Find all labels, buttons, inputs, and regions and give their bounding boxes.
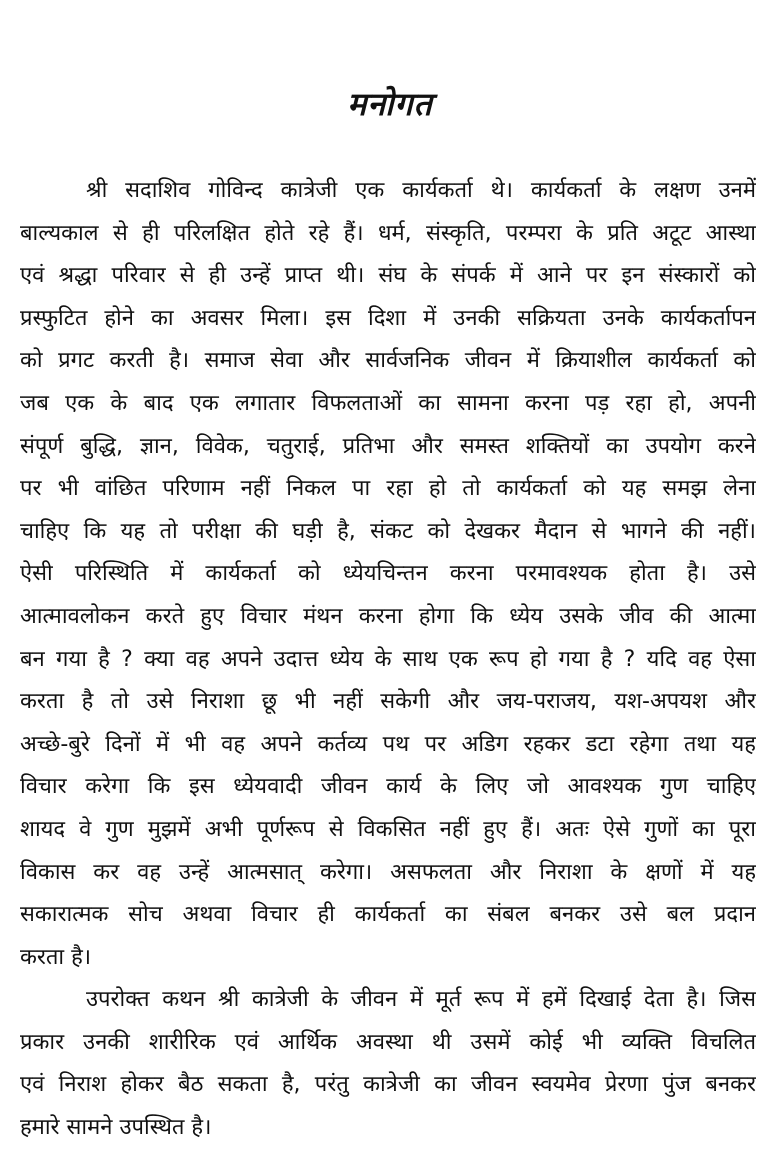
text-line: हमारे सामने उपस्थित है। — [20, 1115, 212, 1141]
text-line: अच्छे-बुरे दिनों में भी वह अपने कर्तव्य पथ पर अडिग रहकर डटा रहेगा तथा यह — [20, 731, 756, 757]
text-line: जब एक के बाद एक लगातार विफलताओं का सामना करना पड़ रहा हो, अपनी — [20, 390, 756, 416]
text-line: विकास कर वह उन्हें आत्मसात् करेगा। असफलता और निराशा के क्षणों में यह — [20, 859, 756, 885]
text-line: चाहिए कि यह तो परीक्षा की घड़ी है, संकट को देखकर मैदान से भागने की नहीं। — [20, 518, 756, 544]
body-text — [20, 170, 756, 1150]
text-line: एवं श्रद्धा परिवार से ही उन्हें प्राप्त थी। संघ के संपर्क में आने पर इन संस्कारों को — [20, 263, 756, 289]
text-line: बाल्यकाल से ही परिलक्षित होते रहे हैं। धर्म, संस्कृति, परम्परा के प्रति अटूट आस्था — [20, 220, 756, 246]
text-line: करता है तो उसे निराशा छू भी नहीं सकेगी और जय-पराजय, यश-अपयश और — [20, 689, 756, 715]
text-line: ऐसी परिस्थिति में कार्यकर्ता को ध्येयचिन्तन करना परमावश्यक होता है। उसे — [20, 561, 756, 587]
page-title: मनोगत — [347, 85, 433, 123]
text-line: विचार करेगा कि इस ध्येयवादी जीवन कार्य के लिए जो आवश्यक गुण चाहिए — [20, 774, 756, 800]
text-line: एवं निराश होकर बैठ सकता है, परंतु कात्रेजी का जीवन स्वयमेव प्रेरणा पुंज बनकर — [20, 1072, 756, 1098]
text-line: शायद वे गुण मुझमें अभी पूर्णरूप से विकसित नहीं हुए हैं। अतः ऐसे गुणों का पूरा — [20, 816, 756, 842]
paragraph — [20, 979, 756, 1149]
paragraph — [20, 170, 756, 979]
text-line: प्रकार उनकी शारीरिक एवं आर्थिक अवस्था थी उसमें कोई भी व्यक्ति विचलित — [20, 1029, 756, 1055]
text-line: आत्मावलोकन करते हुए विचार मंथन करना होगा कि ध्येय उसके जीव की आत्मा — [20, 603, 756, 629]
text-line: बन गया है ? क्या वह अपने उदात्त ध्येय के साथ एक रूप हो गया है ? यदि वह ऐसा — [20, 646, 756, 672]
text-line: करता है। — [20, 944, 92, 970]
text-line: संपूर्ण बुद्धि, ज्ञान, विवेक, चतुराई, प्रतिभा और समस्त शक्तियों का उपयोग करने — [20, 433, 756, 459]
text-line: प्रस्फुटित होने का अवसर मिला। इस दिशा में उनकी सक्रियता उनके कार्यकर्तापन — [20, 305, 756, 331]
text-line: को प्रगट करती है। समाज सेवा और सार्वजनिक जीवन में क्रियाशील कार्यकर्ता को — [20, 348, 756, 374]
text-line: श्री सदाशिव गोविन्द कात्रेजी एक कार्यकर्ता थे। कार्यकर्ता के लक्षण उनमें — [86, 178, 756, 203]
text-line: पर भी वांछित परिणाम नहीं निकल पा रहा हो तो कार्यकर्ता को यह समझ लेना — [20, 476, 756, 502]
text-line: सकारात्मक सोच अथवा विचार ही कार्यकर्ता का संबल बनकर उसे बल प्रदान — [20, 902, 756, 928]
text-line: उपरोक्त कथन श्री कात्रेजी के जीवन में मूर्त रूप में हमें दिखाई देता है। जिस — [86, 987, 756, 1013]
